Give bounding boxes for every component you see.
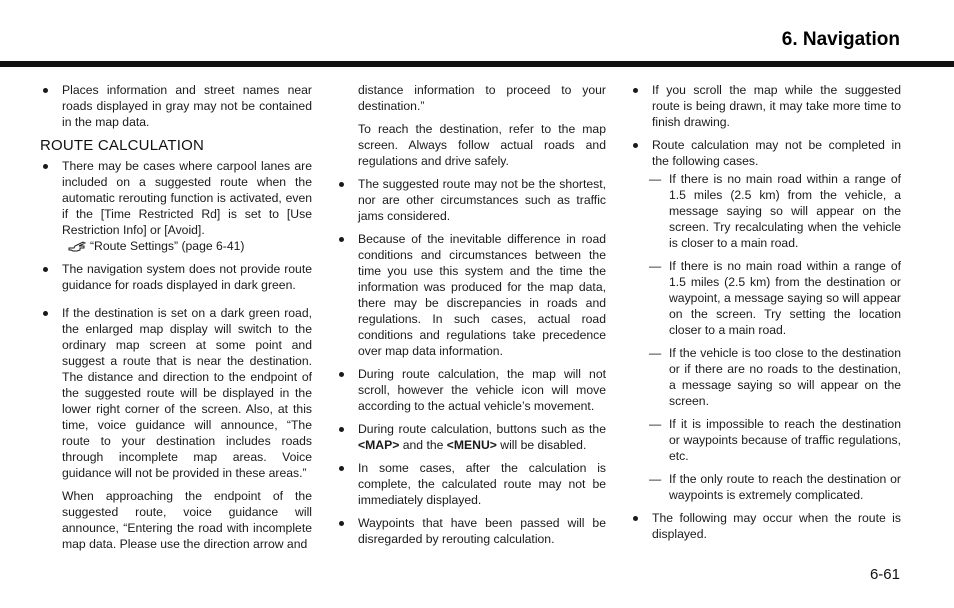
paragraph: When approaching the endpoint of the suggested route, voice guidance will announce, “Entering the road with incomplete map data. Please use the direction arrow and — [62, 489, 312, 551]
list-item — [336, 231, 606, 359]
sub-item-text: If there is no main road within a range of 1.5 miles (2.5 km) from the vehicle, a message saying so will appear on the screen. Try recalculating when the vehicle is closer to a main road. — [669, 172, 901, 250]
item-text: The navigation system does not provide route guidance for roads displayed in dark green. — [62, 262, 312, 292]
dash-marker: — — [649, 259, 662, 273]
list-item — [336, 176, 606, 224]
list-item — [40, 158, 312, 254]
list-item — [336, 421, 606, 453]
sub-list-item — [630, 416, 901, 464]
item-text: The suggested route may not be the shortest, nor are other circumstances such as traffic jams considered. — [358, 177, 606, 223]
list-item — [40, 82, 312, 130]
item-text: If the destination is set on a dark green road, the enlarged map display will switch to the ordinary map screen at some point and suggest a route that is near the destination. The distance and direction to the endpoint of the suggested route will be displayed in the lower right corner of the screen. Also, at this time, voice guidance will announce, “The route to your destination includes roads through incomplete map areas. Voice guidance will not be provided in these areas.” — [62, 306, 312, 480]
item-text-post: will be disabled. — [500, 438, 587, 452]
bullet-icon — [339, 237, 344, 242]
map-button-label: <MAP> — [358, 438, 400, 452]
item-text-mid: and the — [402, 438, 444, 452]
list-item — [630, 82, 901, 130]
list-item — [630, 137, 901, 169]
sub-item-text: If the vehicle is too close to the destination or if there are no roads to the destination, a message saying so will appear on the screen. — [669, 346, 901, 408]
list-item — [336, 515, 606, 547]
cross-reference-text: “Route Settings” (page 6-41) — [90, 239, 245, 253]
dash-marker: — — [649, 472, 662, 486]
bullet-icon — [339, 466, 344, 471]
item-text: There may be cases where carpool lanes are included on a suggested route when the automatic rerouting function is activated, even if the [Time Restricted Rd] is set to [Use Restriction Info] or [Avoid]. — [62, 159, 312, 237]
list-item — [40, 261, 312, 293]
paragraph: To reach the destination, refer to the map screen. Always follow actual roads and regulations and drive safely. — [358, 122, 606, 168]
item-text: During route calculation, the map will not scroll, however the vehicle icon will move according to the actual vehicle’s movement. — [358, 367, 606, 413]
section-heading: ROUTE CALCULATION — [40, 137, 204, 154]
sub-list-item — [630, 471, 901, 503]
item-text-pre: During route calculation, buttons such as the — [358, 422, 606, 436]
item-text: If you scroll the map while the suggested route is being drawn, it may take more time to finish drawing. — [652, 83, 901, 129]
bullet-icon — [43, 267, 48, 272]
sub-list-item — [630, 345, 901, 409]
bullet-icon — [633, 143, 638, 148]
sub-item-text: If there is no main road within a range of 1.5 miles (2.5 km) from the destination or waypoint, a message saying so will appear on the screen. Try setting the location closer to a main road. — [669, 259, 901, 337]
bullet-icon — [633, 516, 638, 521]
list-item — [336, 460, 606, 508]
column-2 — [336, 82, 606, 554]
paragraph: distance information to proceed to your destination.” — [358, 83, 606, 113]
header-rule — [0, 61, 954, 67]
bullet-icon — [339, 182, 344, 187]
item-text: Because of the inevitable difference in road conditions and circumstances between the time you use this system and the time the information was produced for the map data, there may be discrepancies in roads and regulations. In such cases, actual road conditions and regulations take precedence over map data information. — [358, 232, 606, 358]
list-item — [630, 510, 901, 542]
dash-marker: — — [649, 417, 662, 431]
bullet-icon — [43, 88, 48, 93]
sub-item-text: If it is impossible to reach the destination or waypoints because of traffic regulations, etc. — [669, 417, 901, 463]
bullet-icon — [43, 311, 48, 316]
page-number: 6-61 — [869, 566, 900, 583]
cross-reference[interactable] — [62, 238, 312, 254]
dash-marker: — — [649, 172, 662, 186]
bullet-icon — [339, 372, 344, 377]
bullet-icon — [339, 427, 344, 432]
item-text: Waypoints that have been passed will be disregarded by rerouting calculation. — [358, 516, 606, 546]
sub-item-text: If the only route to reach the destination or waypoints is extremely complicated. — [669, 472, 901, 502]
sub-list-item — [630, 171, 901, 251]
item-text: The following may occur when the route is displayed. — [652, 511, 901, 541]
column-3 — [630, 82, 901, 549]
bullet-icon — [633, 88, 638, 93]
chapter-title: 6. Navigation — [781, 29, 900, 50]
bullet-icon — [339, 521, 344, 526]
dash-marker: — — [649, 346, 662, 360]
list-item — [40, 305, 312, 481]
menu-button-label: <MENU> — [446, 438, 497, 452]
item-text: In some cases, after the calculation is complete, the calculated route may not be immediately displayed. — [358, 461, 606, 507]
item-text: Route calculation may not be completed in the following cases. — [652, 138, 901, 168]
hand-pointer-icon — [68, 239, 88, 253]
column-1 — [40, 82, 312, 559]
bullet-icon — [43, 164, 48, 169]
sub-list-item — [630, 258, 901, 338]
item-text: Places information and street names near roads displayed in gray may not be contained in the map data. — [62, 83, 312, 129]
list-item — [336, 366, 606, 414]
